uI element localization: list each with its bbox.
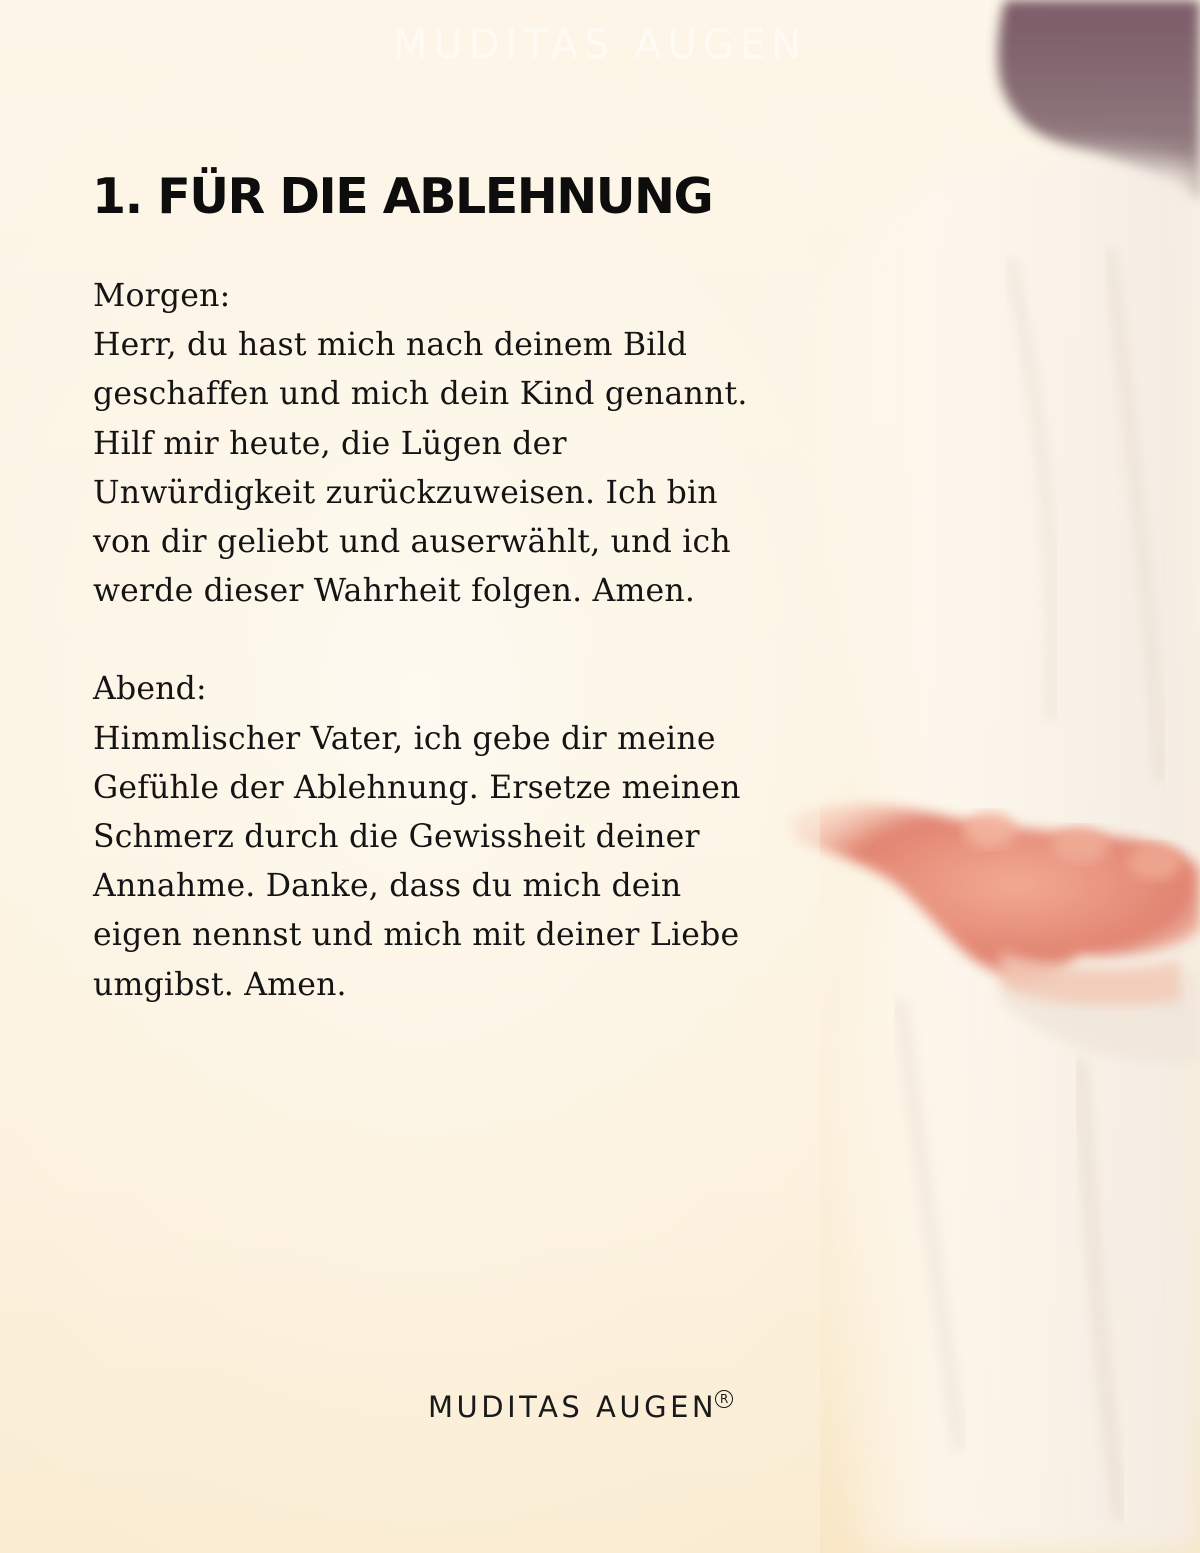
page-title: 1. FÜR DIE ABLEHNUNG — [92, 168, 713, 225]
prayer-text — [93, 272, 833, 1059]
prayer-line: geschaffen und mich dein Kind genannt. — [93, 376, 748, 413]
prayer-line: Hilf mir heute, die Lügen der — [93, 425, 567, 462]
prayer-line: Unwürdigkeit zurückzuweisen. Ich bin — [93, 474, 718, 511]
prayer-line: eigen nennst und mich mit deiner Liebe — [93, 917, 740, 954]
section-morning — [93, 272, 833, 616]
prayer-line: Gefühle der Ablehnung. Ersetze meinen — [93, 769, 741, 806]
section-label: Abend: — [93, 671, 207, 708]
prayer-line: Himmlischer Vater, ich gebe dir meine — [93, 720, 716, 757]
prayer-line: Annahme. Danke, dass du mich dein — [93, 868, 682, 905]
section-evening — [93, 665, 833, 1009]
registered-mark-icon: R — [715, 1390, 733, 1408]
section-label: Morgen: — [93, 278, 231, 314]
brand-name: MUDITAS AUGEN — [428, 1390, 718, 1424]
prayer-line: werde dieser Wahrheit folgen. Amen. — [93, 573, 696, 610]
watermark-text: MUDITAS AUGEN — [392, 22, 807, 68]
prayer-line: von dir geliebt und auserwählt, und ich — [93, 524, 731, 561]
prayer-line: umgibst. Amen. — [93, 966, 347, 1003]
prayer-line: Herr, du hast mich nach deinem Bild — [93, 327, 688, 364]
footer-brand — [428, 1390, 733, 1424]
prayer-line: Schmerz durch die Gewissheit deiner — [93, 819, 700, 856]
